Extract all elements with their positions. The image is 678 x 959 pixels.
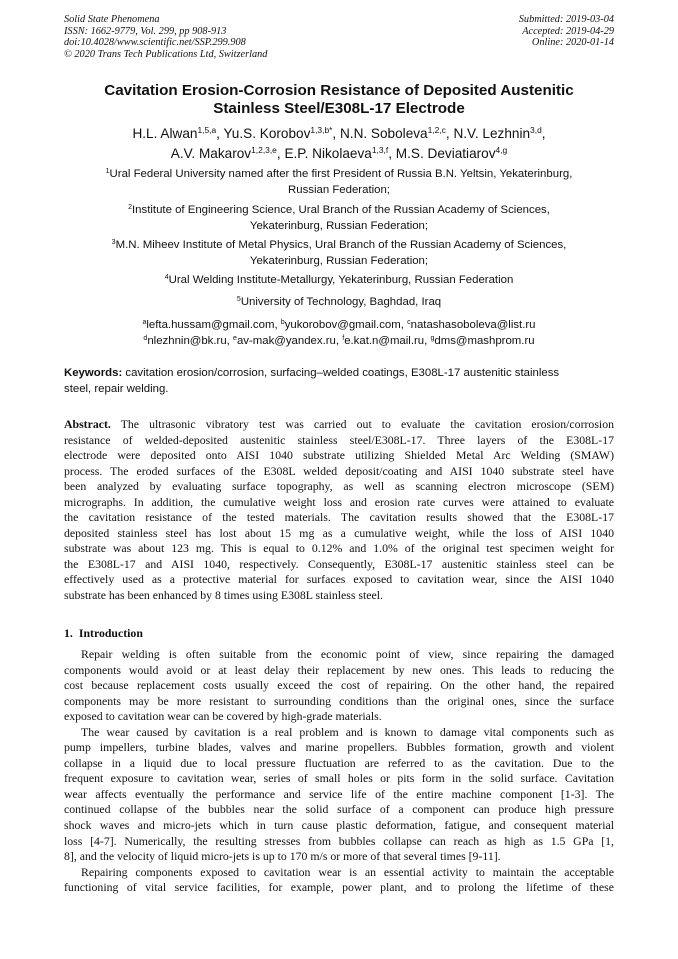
email-separator: ,: [424, 335, 431, 347]
affiliation-line: [60, 238, 618, 254]
author-list: [60, 124, 618, 164]
author-name: E.P. Nikolaeva: [284, 146, 372, 161]
affiliation-4: [60, 273, 618, 289]
intro-line: 8], and the velocity of liquid micro-jets is up to 170 m/s or more of that several times [9-11].: [64, 849, 501, 864]
abstract-text: The ultrasonic vibratory test was carried out to evaluate the cavitation erosion/corrosion: [110, 417, 614, 431]
intro-line: continued collapse of the bubbles near the solid surface of a component can produce high pressure: [64, 802, 614, 817]
email-separator: ,: [400, 319, 408, 331]
email-line: [60, 333, 618, 349]
author-affil-mark: 1,2,c: [427, 124, 446, 135]
author-name: N.N. Soboleva: [339, 126, 428, 141]
affiliation-number: 3: [111, 238, 116, 246]
email-separator: ,: [335, 335, 343, 347]
keywords-line: [64, 366, 614, 382]
intro-line: Repair welding is often suitable from the economic point of view, since repairing the damaged: [81, 647, 614, 661]
abstract-line: micrographs. In addition, the cumulative weight loss and erosion rate curves were attained to evaluate: [64, 494, 614, 509]
intro-line: Repairing components exposed to cavitation wear is an essential activity to maintain the acceptable: [81, 864, 614, 879]
email-mark: a: [142, 318, 147, 326]
email-address[interactable]: av-mak@yandex.ru: [236, 335, 336, 347]
accepted-date: Accepted: 2019-04-29: [522, 25, 614, 37]
email-mark: d: [143, 334, 148, 342]
keywords: [64, 366, 614, 397]
submitted-date: Submitted: 2019-03-04: [518, 14, 614, 25]
journal-doi: doi:10.4028/www.scientific.net/SSP.299.908: [64, 37, 246, 49]
email-address[interactable]: lefta.hussam@gmail.com: [146, 319, 275, 331]
intro-line: cost because replacement costs usually exceed the cost of repairing. On the other hand, the repaired: [64, 678, 614, 693]
journal-name: Solid State Phenomena: [64, 14, 160, 25]
abstract-label: Abstract.: [64, 417, 111, 431]
abstract-line: substrate has been enhanced by 8 times using E308L stainless steel.: [64, 588, 383, 603]
journal-info: [64, 14, 267, 60]
email-address[interactable]: nlezhnin@bk.ru: [147, 335, 227, 347]
author-affil-mark: 1,2,3,e: [251, 144, 277, 155]
journal-issn: ISSN: 1662-9779, Vol. 299, pp 908-913: [64, 25, 227, 37]
author-separator: ,: [541, 126, 546, 141]
affiliation-line: [60, 203, 618, 219]
affiliation-text: Institute of Engineering Science, Ural Branch of the Russian Academy of Sciences,: [132, 204, 550, 216]
affiliation-text: University of Technology, Baghdad, Iraq: [240, 296, 442, 308]
affiliation-number: 2: [128, 203, 133, 211]
abstract: [64, 417, 614, 604]
introduction-body: [64, 647, 614, 896]
author-affil-mark: 4,g: [495, 144, 508, 155]
email-mark: b: [280, 318, 285, 326]
author-line: [60, 124, 618, 144]
email-mark: e: [233, 334, 237, 342]
keywords-label: Keywords:: [64, 367, 123, 379]
intro-line: components would avoid or at least delay their replacement by new ones. This leads to reducing the: [64, 662, 614, 677]
affiliation-text: Yekaterinburg, Russian Federation;: [249, 254, 429, 267]
section-title: Introduction: [78, 626, 143, 640]
email-line: [60, 317, 618, 333]
keywords-text: cavitation erosion/corrosion, surfacing–welded coatings, E308L-17 austenitic stainless: [122, 367, 560, 379]
section-heading: [64, 626, 149, 641]
author-separator: ,: [388, 146, 396, 161]
submission-dates: [519, 14, 614, 49]
email-mark: c: [407, 318, 411, 326]
author-affil-mark: 3,d: [530, 124, 542, 135]
author-name: M.S. Deviatiarov: [395, 146, 496, 161]
author-name: A.V. Makarov: [170, 146, 252, 161]
abstract-line: electrode were deposited onto AISI 1040 substrate utilizing Shielded Metal Arc Welding (SMAW): [64, 448, 614, 463]
paper-title: [60, 82, 618, 118]
author-separator: ,: [276, 146, 285, 161]
author-separator: ,: [445, 126, 454, 141]
author-emails: [60, 317, 618, 349]
author-separator: ,: [216, 126, 224, 141]
intro-line: shock waves and micro-jets which in turn cause plastic deformation, fatigue, and consequent material: [64, 818, 614, 833]
affiliation-line: [60, 295, 618, 311]
abstract-line: the cavitation resistance of the tested materials. The cavitation results showed that the E308L-17: [64, 510, 614, 525]
abstract-line: been analyzed by evaluating surface topography, as well as scanning electron microscope (SEM): [64, 479, 614, 494]
email-separator: ,: [226, 335, 234, 347]
email-address[interactable]: dms@mashprom.ru: [434, 335, 535, 347]
title-line: Stainless Steel/E308L-17 Electrode: [213, 100, 465, 117]
author-affil-mark: 1,3,f: [371, 144, 389, 155]
online-date: Online: 2020-01-14: [531, 37, 614, 49]
intro-line: The wear caused by cavitation is a real problem and is known to damage vital components such as: [81, 724, 614, 739]
author-name: Yu.S. Korobov: [223, 126, 311, 141]
affiliation-5: [60, 295, 618, 311]
intro-line: wear affects eventually the performance and service life of the entire machine component [1-3]. The: [64, 786, 614, 801]
email-mark: f: [342, 334, 345, 342]
journal-copyright: © 2020 Trans Tech Publications Ltd, Switzerland: [64, 48, 268, 60]
abstract-line: [64, 417, 614, 433]
intro-line: loss [4-7]. Numerically, the resulting stresses from bubbles collapse can reach as high as 1.5 GPa [1,: [64, 833, 614, 848]
section-number: 1.: [64, 626, 73, 640]
intro-line: collapse in a liquid due to local pressure fluctuation are referred to as the cavitation. Due to the: [64, 755, 614, 770]
affiliation-2: [60, 203, 618, 234]
email-address[interactable]: e.kat.n@mail.ru: [344, 335, 425, 347]
keywords-text: steel, repair welding.: [64, 382, 169, 395]
title-line: Cavitation Erosion-Corrosion Resistance of Deposited Austenitic: [104, 82, 574, 99]
email-mark: g: [430, 334, 435, 342]
intro-line: pump impellers, turbine blades, valves and marine propellers. Bubbles formation, growth and violent: [64, 740, 614, 755]
abstract-line: substrate was about 123 mg. This is equal to 0.12% and 1.0% of the original test specimen weight for: [64, 541, 614, 556]
affiliation-number: 4: [164, 273, 169, 281]
author-name: N.V. Lezhnin: [453, 126, 531, 141]
abstract-line: the E308L-17 and AISI 1040, respectively. Consequently, E308L-17 austenitic stainless steel can be: [64, 556, 614, 571]
author-separator: ,: [332, 126, 340, 141]
intro-line: frequent exposure to cavitation wear, series of small holes or pits form in the solid surface. Cavitation: [64, 771, 614, 786]
affiliation-text: Ural Federal University named after the first President of Russia B.N. Yeltsin, Yekaterinburg,: [109, 168, 573, 180]
affiliation-number: 1: [105, 167, 110, 175]
author-affil-mark: 1,5,a: [197, 124, 217, 135]
intro-line: functioning of vital service facilities, for example, power plant, and to prolong the lifetime of these: [64, 880, 614, 895]
intro-line: exposed to cavitation wear can be covered by high-grade materials.: [64, 709, 382, 724]
abstract-line: process. The eroded surfaces of the E308L welded deposit/coating and AISI 1040 substrate steel have: [64, 463, 614, 478]
author-name: H.L. Alwan: [132, 126, 198, 141]
affiliation-1: [60, 167, 618, 198]
email-address[interactable]: yukorobov@gmail.com: [284, 319, 401, 331]
affiliation-number: 5: [236, 295, 241, 303]
affiliation-3: [60, 238, 618, 269]
author-line: [60, 144, 618, 164]
affiliation-line: [60, 273, 618, 289]
abstract-line: deposited stainless steel has lost about 15 mg as a cumulative weight, while the loss of AISI 1040: [64, 525, 614, 540]
affiliation-text: Russian Federation;: [288, 183, 390, 196]
email-separator: ,: [274, 319, 281, 331]
abstract-line: resistance of welded-deposited austenitic stainless steel/E308L-17. Three layers of the E308L-17: [64, 432, 614, 447]
affiliation-text: Ural Welding Institute-Metallurgy, Yekaterinburg, Russian Federation: [168, 274, 514, 286]
affiliation-line: [60, 167, 618, 183]
affiliation-text: Yekaterinburg, Russian Federation;: [249, 219, 429, 232]
abstract-line: effectively used as a protective material for surfaces exposed to cavitation wear, since the AISI 1040: [64, 572, 614, 587]
author-affil-mark: 1,3,b*: [310, 124, 333, 135]
intro-line: components may be more resistant to surrounding conditions than the original ones, since the surface: [64, 693, 614, 708]
email-address[interactable]: natashasoboleva@list.ru: [410, 319, 536, 331]
affiliation-text: M.N. Miheev Institute of Metal Physics, Ural Branch of the Russian Academy of Sciences,: [115, 239, 567, 251]
